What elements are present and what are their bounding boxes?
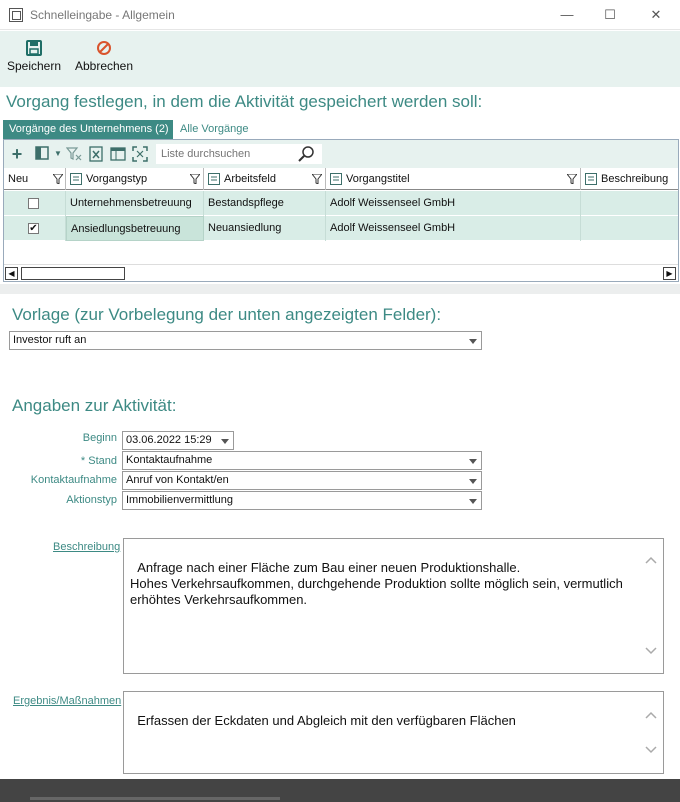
window-title: Schnelleingabe - Allgemein [30,8,175,22]
scroll-down-icon[interactable] [645,646,657,656]
vorgangstitel-cell: Adolf Weissenseel GmbH [326,191,581,216]
grid-search-input[interactable] [157,145,297,163]
neu-checkbox[interactable] [28,198,39,209]
excel-export-icon[interactable] [88,146,104,162]
template-value: Investor ruft an [13,334,87,346]
beschreibung-link[interactable]: Beschreibung [53,541,121,553]
stand-label: * Stand [80,455,117,467]
table-layout-icon[interactable] [110,146,126,162]
column-header-neu[interactable] [4,168,66,190]
beschreibung-text: Anfrage nach einer Fläche zum Bau einer neuen Produktionshalle. Hohes Verkehrsaufkommen, durchgehende Produktion sollte möglich sein, vermutlich erhöhtes Verkehrsaufkommen. [130,560,623,607]
clear-filter-icon[interactable] [66,146,82,162]
ergebnis-link[interactable]: Ergebnis/Maßnahmen [13,695,122,707]
maximize-button[interactable]: ☐ [604,7,616,22]
tab-all-procedures[interactable]: Alle Vorgänge [180,123,249,135]
column-type-icon [585,173,597,185]
stand-value: Kontaktaufnahme [126,454,213,466]
title-bar [0,0,680,30]
beginn-label: Beginn [82,432,117,444]
grid-toolbar [4,140,678,168]
filter-icon[interactable] [567,174,577,184]
vorgangstitel-cell: Adolf Weissenseel GmbH [326,216,581,241]
ergebnis-textarea[interactable] [123,691,664,774]
scroll-right-icon[interactable]: ▶ [663,267,676,280]
column-header-beschreibung[interactable] [581,168,678,190]
kontakt-select[interactable] [122,471,482,490]
chevron-down-icon[interactable]: ▼ [54,149,62,158]
beschreibung-cell [581,191,678,216]
cancel-label: Abbrechen [74,59,134,73]
template-heading: Vorlage (zur Vorbelegung der unten angezeigten Felder): [12,305,442,324]
close-button[interactable]: ✕ [650,7,662,22]
scroll-left-icon[interactable]: ◀ [5,267,18,280]
save-button[interactable] [6,35,62,73]
column-label: Arbeitsfeld [224,173,276,185]
filter-icon[interactable] [190,174,200,184]
add-icon[interactable]: + [11,144,23,164]
activity-heading: Angaben zur Aktivität: [12,396,177,415]
table-row[interactable] [4,191,678,216]
save-label: Speichern [6,59,62,73]
aktionstyp-label: Aktionstyp [66,494,117,506]
ergebnis-text: Erfassen der Eckdaten und Abgleich mit den verfügbaren Flächen [137,713,516,728]
template-select[interactable] [9,331,482,350]
filter-icon[interactable] [53,174,63,184]
beschreibung-cell [581,216,678,241]
tab-company-procedures[interactable]: Vorgänge des Unternehmens (2) [3,120,173,139]
chevron-down-icon [469,499,477,504]
search-icon[interactable] [298,145,314,161]
minimize-button[interactable]: — [560,7,574,22]
scroll-down-icon[interactable] [645,745,657,755]
aktionstyp-select[interactable] [122,491,482,510]
column-label: Beschreibung [601,173,669,185]
table-row[interactable] [4,216,678,241]
vorgangstyp-cell: Unternehmensbetreuung [66,191,204,216]
arbeitsfeld-cell: Neuansiedlung [204,216,326,241]
chevron-down-icon [469,459,477,464]
stand-select[interactable] [122,451,482,470]
cancel-icon [73,35,135,57]
chevron-down-icon [469,479,477,484]
fit-columns-icon[interactable] [132,146,148,162]
beschreibung-textarea[interactable] [123,538,664,674]
scroll-up-icon[interactable] [645,710,657,720]
kontakt-label: Kontaktaufnahme [30,474,117,486]
procedure-heading: Vorgang festlegen, in dem die Aktivität gespeichert werden soll: [6,92,483,111]
save-icon [6,35,62,57]
scroll-up-icon[interactable] [645,555,657,565]
column-label: Vorgangstyp [86,173,148,185]
bottom-bar [0,779,680,802]
scroll-thumb[interactable] [21,267,125,280]
chevron-down-icon [221,439,229,444]
procedure-grid [3,139,679,282]
neu-cell [4,216,66,241]
column-header-vorgangstitel[interactable] [326,168,581,190]
aktionstyp-value: Immobilienvermittlung [126,494,233,506]
beginn-value: 03.06.2022 15:29 [126,434,212,446]
column-type-icon [70,173,82,185]
cancel-button[interactable] [73,35,135,73]
neu-cell [4,191,66,216]
filter-icon[interactable] [312,174,322,184]
horizontal-scrollbar[interactable] [4,264,678,281]
section-divider [0,284,680,294]
column-label: Vorgangstitel [346,173,410,185]
chevron-down-icon [469,339,477,344]
column-header-arbeitsfeld[interactable] [204,168,326,190]
neu-checkbox[interactable]: ✔ [29,223,38,234]
app-icon [9,8,23,22]
kontakt-value: Anruf von Kontakt/en [126,474,229,486]
arbeitsfeld-cell: Bestandspflege [204,191,326,216]
column-label: Neu [8,173,29,185]
beginn-date-picker[interactable] [122,431,234,450]
grid-header [4,168,678,190]
column-header-vorgangstyp[interactable] [66,168,204,190]
vorgangstyp-cell: Ansiedlungsbetreuung [66,216,204,241]
columns-icon[interactable] [34,146,50,162]
column-type-icon [208,173,220,185]
ribbon-toolbar [0,31,680,87]
column-type-icon [330,173,342,185]
